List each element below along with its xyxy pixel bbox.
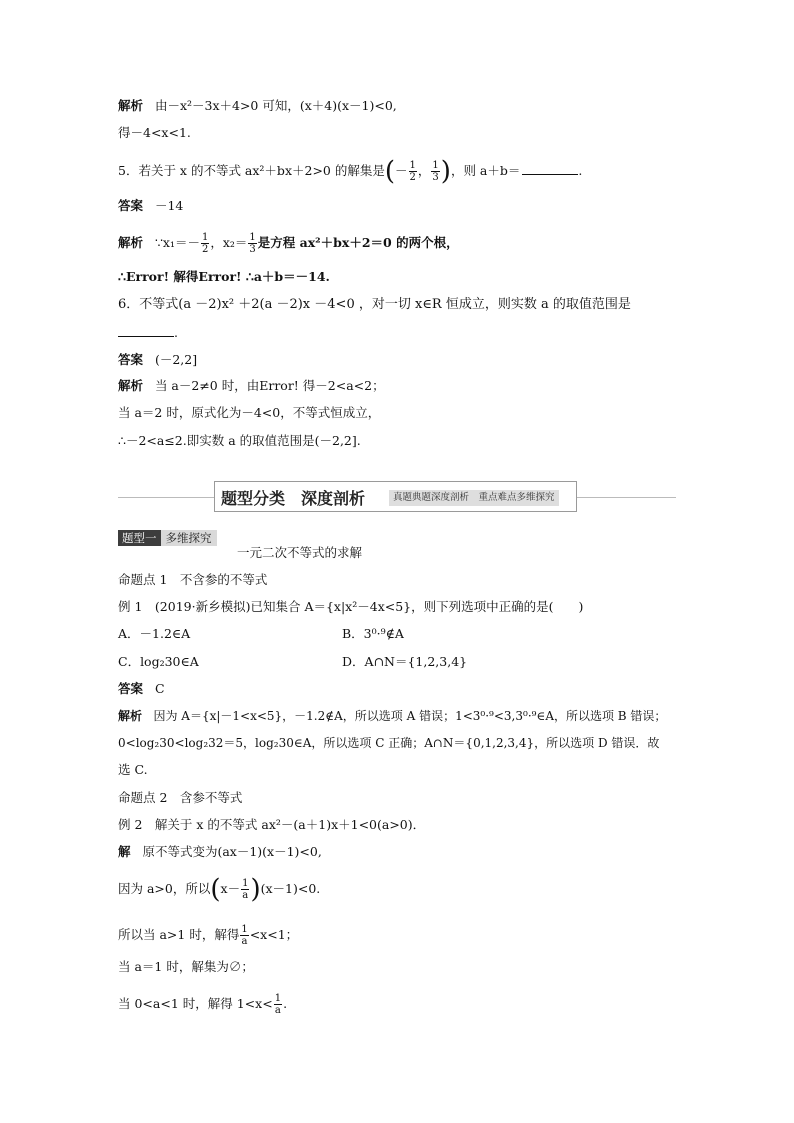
analysis-5 <box>118 232 459 255</box>
answer-label: 答案 <box>118 352 144 367</box>
example-1: 例 1 (2019·新乡模拟)已知集合 A＝{x|x²－4x<5}，则下列选项中正确的是( ) <box>118 599 584 614</box>
analysis-6 <box>118 377 385 395</box>
numerator: 1 <box>274 993 282 1004</box>
answer-value: (－2,2] <box>154 352 198 367</box>
paren-left: ( <box>210 874 221 905</box>
paren-left: ( <box>384 156 395 187</box>
fraction-one-third <box>431 160 439 183</box>
numerator: 1 <box>249 232 256 243</box>
analysis-ex1-line-3: 选 C. <box>118 762 148 777</box>
denominator: 2 <box>201 244 209 255</box>
text: 原不等式变为(ax－1)(x－1)<0, <box>142 844 322 859</box>
question-5-text: 5．若关于 x 的不等式 ax²＋bx＋2>0 的解集是 <box>118 163 385 178</box>
text: 所以当 a>1 时，解得 <box>118 927 240 942</box>
period: . <box>174 325 178 340</box>
question-5: 5．若关于 x 的不等式 ax²＋bx＋2>0 的解集是(－ $\frac{1}{2}$ ， $\frac{1}{3}$ )，则 a＋b＝ . <box>118 156 583 187</box>
point-2-heading: 命题点 2 含参不等式 <box>118 790 243 805</box>
question-6: 6．不等式(a －2)x² ＋2(a －2)x －4<0 ，对一切 x∈R 恒成立，则实数 a 的取值范围是 <box>118 297 631 312</box>
text: 因为 a>0，所以 <box>118 881 211 896</box>
numerator: 1 <box>432 160 439 171</box>
section-banner <box>214 481 577 512</box>
numerator: 1 <box>242 878 249 889</box>
topic-title: 一元二次不等式的求解 <box>237 545 363 560</box>
banner-tag: 真题典题深度剖析 重点难点多维探究 <box>389 490 559 506</box>
banner-rule-left <box>118 497 214 498</box>
numerator: 1 <box>409 160 416 171</box>
paren-right: ) <box>250 874 261 905</box>
fraction-one-over-a <box>240 924 248 947</box>
denominator: 2 <box>409 172 416 183</box>
answer-6 <box>118 351 197 369</box>
fraction-one-half <box>201 232 209 255</box>
paren-right: ) <box>440 156 451 187</box>
type-pill-label: 题型一 <box>118 530 161 546</box>
fraction-one-over-a <box>274 993 282 1016</box>
text: 是方程 ax²＋bx＋2＝0 的两个根， <box>257 235 459 250</box>
text: (x－1)<0. <box>260 881 321 896</box>
question-5-tail: ，则 a＋b＝ <box>450 163 521 178</box>
solution-line-1 <box>118 843 322 861</box>
type-pill <box>118 530 217 546</box>
text: ，x₂＝ <box>210 235 248 250</box>
analysis-ex1-line-2: 0<log₂30<log₂32＝5，log₂30∈A，所以选项 C 正确；A∩N＝{0,1,2,3,4}，所以选项 D 错误．故 <box>118 736 660 750</box>
example-2: 例 2 解关于 x 的不等式 ax²－(a＋1)x＋1<0(a>0)． <box>118 817 426 832</box>
denominator: a <box>241 936 248 947</box>
numerator: 1 <box>201 232 209 243</box>
solution-label: 解 <box>118 844 131 859</box>
option-a: A．－1.2∈A <box>118 626 191 641</box>
text: 由－x²－3x＋4>0 可知，(x＋4)(x－1)<0, <box>154 98 397 113</box>
fraction-one-half <box>409 160 417 183</box>
answer-blank <box>118 324 174 337</box>
analysis-6-line-2: 当 a＝2 时，原式化为－4<0，不等式恒成立， <box>118 405 381 420</box>
banner-title: 题型分类 深度剖析 <box>221 489 366 508</box>
analysis-line-1 <box>118 97 397 115</box>
period: . <box>283 996 288 1011</box>
question-6-blank-line <box>118 324 178 342</box>
solution-line-5 <box>118 993 287 1016</box>
analysis-6-line-3: ∴－2<a≤2.即实数 a 的取值范围是(－2,2]. <box>118 433 361 448</box>
minus-sign: － <box>395 163 408 178</box>
point-1-heading: 命题点 1 不含参的不等式 <box>118 572 268 587</box>
text: 因为 A＝{x|－1<x<5}，－1.2∉A，所以选项 A 错误；1<3⁰·⁹<3,3⁰·⁹∈A，所以选项 B 错误； <box>153 709 667 723</box>
denominator: 3 <box>432 172 439 183</box>
solution-line-2 <box>118 874 321 905</box>
option-d: D．A∩N＝{1,2,3,4} <box>342 654 468 669</box>
denominator: a <box>242 890 249 901</box>
option-b: B．3⁰·⁹∉A <box>342 626 404 641</box>
denominator: 3 <box>249 244 256 255</box>
analysis-label: 解析 <box>118 709 143 723</box>
analysis-label: 解析 <box>118 98 144 113</box>
answer-label: 答案 <box>118 198 144 213</box>
result-line: 得－4<x<1. <box>118 125 191 140</box>
analysis-label: 解析 <box>118 378 144 393</box>
answer-label: 答案 <box>118 681 144 696</box>
answer-value: －14 <box>154 198 184 213</box>
text: <x<1； <box>249 927 299 942</box>
therefore-line: ∴Error! 解得Error! ∴a＋b＝－14. <box>118 269 330 284</box>
answer-blank <box>522 162 578 175</box>
denominator: a <box>274 1005 281 1016</box>
solution-line-4: 当 a＝1 时，解集为∅； <box>118 959 254 974</box>
type-pill-sub: 多维探究 <box>161 530 217 546</box>
answer-ex1 <box>118 680 165 698</box>
text: 当 a－2≠0 时，由Error! 得－2<a<2； <box>154 378 385 393</box>
answer-value: C <box>154 681 165 696</box>
text: ∵x₁＝－ <box>154 235 200 250</box>
text: 当 0<a<1 时，解得 1<x< <box>118 996 273 1011</box>
solution-line-3 <box>118 924 298 947</box>
answer-5 <box>118 197 183 215</box>
fraction-one-over-a <box>241 878 249 901</box>
analysis-label: 解析 <box>118 235 144 250</box>
option-c: C．log₂30∈A <box>118 654 199 669</box>
text: x－ <box>220 881 241 896</box>
fraction-one-third <box>248 232 256 255</box>
analysis-ex1 <box>118 707 666 725</box>
numerator: 1 <box>241 924 248 935</box>
comma: ， <box>417 163 431 178</box>
banner-rule-right <box>577 497 676 498</box>
